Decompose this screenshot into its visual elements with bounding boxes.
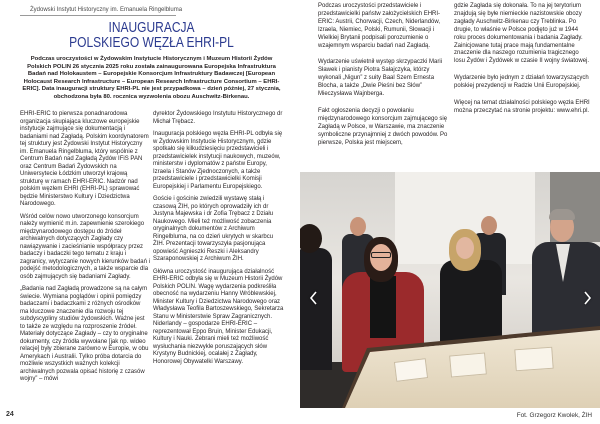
text-column-3 <box>318 3 449 157</box>
paragraph: EHRI-ERIC to pierwsza ponadnarodowa organizacja skupiająca kluczowe europejskie instytucje zajmujące się dokumentacją i badaniami nad Zagładą. Polskim koordynatorem tej struktury jest Żydowski Instytut Historyczny im. Emanuela Ringelbluma, który wspólnie z Centrum Badań nad Zagładą Żydów IFiS PAN oraz Centrum Badań Żydowskich na Uniwersytecie Łódzkim utworzył krajową strukturę w ramach EHRI-ERIC. Nadzór nad polskim węzłem EHRI (EHRI-PL) sprawować będzie Ministerstwo Kultury i Dziedzictwa Narodowego. <box>20 111 149 207</box>
paragraph: Goście i gościnie zwiedzili wystawę stałą i czasową ŻIH, po których oprowadziły ich dr Justyna Majewska i dr Zofia Trębacz z Działu Naukowego. Mieli też możliwość zobaczenia oryginalnych dokumentów z Archiwum Ringelbluma, na co dzień ukrytych w skarbcu ŻIH. Prezentacji towarzyszyła pasjonująca opowieść Agnieszki Reszki i Aleksandry Szaraponowskiej z Archiwum ŻIH. <box>153 196 274 262</box>
paragraph: dyrektor Żydowskiego Instytutu Historycznego dr Michał Trębacz. <box>153 111 283 125</box>
running-header: Żydowski Instytut Historyczny im. Emanuela Ringelbluma <box>20 6 176 16</box>
text-column-2 <box>153 111 285 371</box>
paragraph <box>454 100 590 116</box>
previous-page-button[interactable] <box>309 291 318 305</box>
paragraph: gdzie Zagłada się dokonała. To na jej terytorium znajdują się byłe niemieckie nazistowskie obozy zagłady Auschwitz-Birkenau czy Treblinka. Po drugie, to właśnie w Polsce podjęto już w 1944 roku proces dokumentowania i badania Zagłady. Zainicjowane tutaj prace mają fundamentalne znaczenie dla naszego rozumienia tragicznego losu Żydów i Żydówek w czasie II wojny światowej. <box>454 3 590 65</box>
project-link[interactable]: www.ehri.pl <box>556 107 588 114</box>
paragraph: Podczas uroczystości przedstawiciele i przedstawicielki państw założycielskich EHRI-ERIC: Austrii, Chorwacji, Czech, Niderlandów, Izraela, Niemiec, Polski, Rumunii, Słowacji i Wielkiej Brytanii podpisali porozumienie o wzajemnym wsparciu badań nad Zagładą. <box>318 3 441 49</box>
paragraph: „Badania nad Zagładą prowadzone są na całym świecie. Wymiana poglądów i opinii pomiędzy badaczami i badaczkami z różnych ośrodków ma kluczowe znaczenie dla rozwoju tej subdyscypliny studiów żydowskich. Ważne jest to także ze względu na rozproszenie źródeł. Materiały dotyczące Zagłady – czy to oryginalne dokumenty, czy źródła wywołane [jak np. wideo relacje] były zbierane zarówno w Europie, w obu Amerykach i Australii. Tylko próba dotarcia do możliwie wszystkich ważnych kolekcji archiwalnych pozwala opisać historię z czasów wojny” – mówi <box>20 286 149 382</box>
paragraph: Wydarzenie było jednym z działań towarzyszących polskiej prezydencji w Radzie Unii Europejskiej. <box>454 75 589 90</box>
event-photo <box>300 172 600 408</box>
photo-person-body <box>300 248 332 370</box>
chevron-right-icon <box>583 291 592 305</box>
photo-person-head <box>456 237 474 259</box>
photo-person-head <box>481 216 497 235</box>
paragraph: Wydarzenie uświetnił występ skrzypaczki Marii Sławek i pianisty Piotra Sałajczyka, którzy wykonali „Nigun” z suity Baal Szem Ernesta Blocha, a także „Dwie Pieśni bez Słów” Mieczysława Wajnberga. <box>318 59 442 98</box>
title-line-1: INAUGURACJA <box>108 19 195 36</box>
title-line-2: POLSKIEGO WĘZŁA EHRI-PL <box>69 33 234 51</box>
photo-person-top <box>370 276 396 338</box>
chevron-left-icon <box>309 291 318 305</box>
text-column-1 <box>20 111 150 389</box>
photo-person-hair <box>549 209 575 220</box>
photo-document <box>514 347 553 372</box>
article-title <box>20 21 283 50</box>
next-page-button[interactable] <box>583 291 592 305</box>
text-column-4 <box>454 3 590 125</box>
photo-person-head <box>350 217 366 236</box>
paragraph: Wśród celów nowo utworzonego konsorcjum należy wymienić m.in. zapewnienie szerokiego międzynarodowego dostępu do źródeł archiwalnych dotyczących Zagłady czy nawiązywanie i zacieśnianie współpracy przez badaczy i badaczki tego tematu z kraju i zagranicy, wytyczanie nowych kierunków badań i podejść metodologicznych, a także wsparcie dla osób zajmujących się badaniami Zagłady. <box>20 213 150 280</box>
glasses-icon <box>371 252 391 258</box>
paragraph-suffix: . <box>587 107 590 114</box>
article-lead: Podczas uroczystości w Żydowskim Instytucie Historycznym i Muzeum Historii Żydów Polskich POLIN 26 stycznia 2025 roku została zainaugurowana Europejska Infrastruktura Badań nad Holokaustem – Europejskie Konsorcjum Infrastruktury Badawczej [European Holocaust Research Infrastructure – European Research Infrastructure Consortium – EHRI-ERIC]. Data inauguracji struktury EHRI-PL nie jest przypadkowa – dzień później, 27 stycznia, obchodzona była 80. rocznica wyzwolenia obozu Auschwitz-Birkenau. <box>22 56 281 100</box>
photo-document <box>394 358 428 382</box>
photo-credit: Fot. Grzegorz Kwolek, ŻIH <box>516 412 592 419</box>
paragraph-text: Więcej na temat działalności polskiego węzła EHRI można przeczytać na stronie projektu: <box>454 100 590 114</box>
paragraph: Główna uroczystość inaugurująca działalność EHRI-ERIC odbyła się w Muzeum Historii Żydów Polskich POLIN. Wagę wydarzenia podkreśliła obecność na wydarzeniu Hanny Wróblewskiej, Minister Kultury i Dziedzictwa Narodowego oraz Władysława Teofila Bartoszewskiego, Sekretarza Stanu w Ministerstwie Spraw Zagranicznych. Niderlandy – gospodarze EHRI-ERIC – reprezentował Eppo Bruin, Minister Edukacji, Kultury i Nauki. Zebrani mieli też możliwość wysłuchania niezwykle poruszających słów Krystyny Budnickiej, ocalałej z Zagłady, Honorowej Obywatelki Warszawy. <box>153 268 284 365</box>
paragraph: Fakt ogłoszenia decyzji o powołaniu międzynarodowego konsorcjum zajmującego się Zagładą w Polsce, w Warszawie, ma znaczenie symboliczne przynajmniej z dwóch powodów. Po pierwsze, Polska jest miejscem, <box>318 107 448 146</box>
page-number: 24 <box>6 411 14 418</box>
photo-document <box>449 352 487 377</box>
paragraph: Inauguracja polskiego węzła EHRI-PL odbyła się w Żydowskim Instytucie Historycznym, gdzie spotkało się kilkudziesięciu przedstawicieli i przedstawicielek instytucji naukowych, muzeów, ministerstw i dyplomatów z państw Europy, Izraela i Stanów Zjednoczonych, a także przedstawiciele i przedstawicielki Komisji Europejskiej i Parlamentu Europejskiego. <box>153 131 283 190</box>
